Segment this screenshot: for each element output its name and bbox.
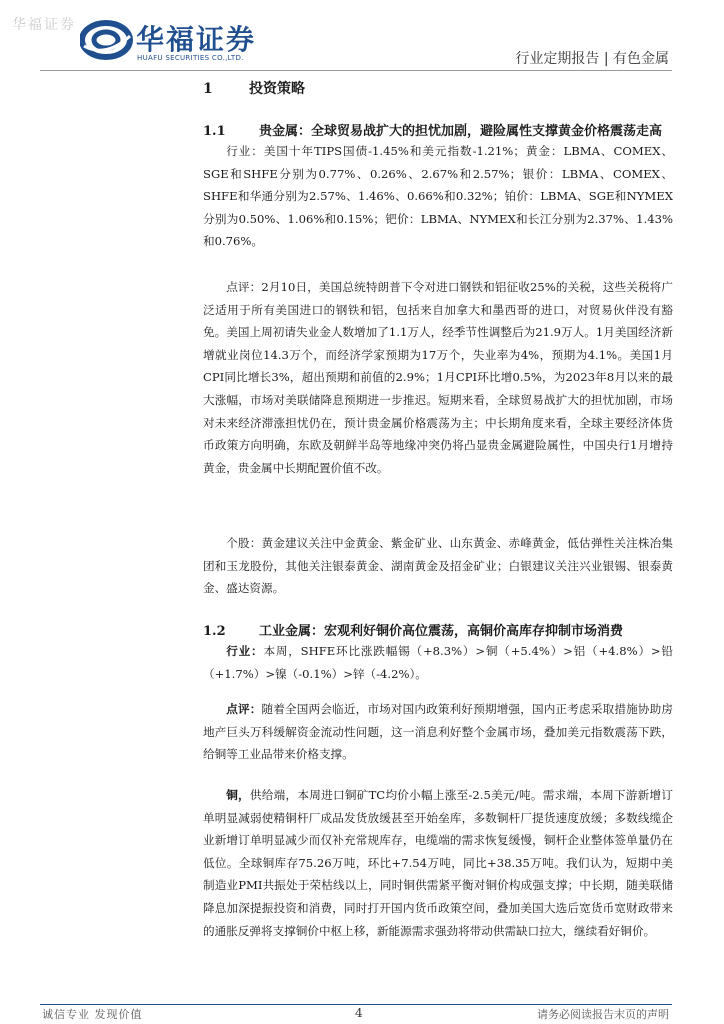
page-number: 4: [355, 1006, 363, 1020]
section-1-1-title: 贵金属：全球贸易战扩大的担忧加剧，避险属性支撑黄金价格震荡走高: [259, 124, 663, 139]
company-logo: [80, 16, 280, 66]
section-1-2-title: 工业金属：宏观利好铜价高位震荡，高铜价高库存抑制市场消费: [259, 624, 624, 639]
section-1-2-paragraph-comment: [203, 698, 673, 766]
section-1-2-comment-lead: 点评：: [226, 702, 262, 716]
logo-swirl-icon: [80, 16, 134, 66]
watermark-text: 华福证券: [12, 17, 76, 33]
section-1-2-paragraph-copper: [203, 784, 673, 942]
header-divider: [40, 70, 672, 71]
section-1-2-copper-text: 供给端，本周进口铜矿TC均价小幅上涨至-2.5美元/吨。需求端，本周下游新增订单明显减弱使精铜杆厂成品发货放缓甚至开始垒库，多数铜杆厂提货速度放缓；多数线缆企业新增订单明显减少而仅补充常规库存，电缆端的需求恢复缓慢，铜杆企业整体签单量仍在低位。全球铜库存75.26万吨，环比+7.54万吨，同比+38.35万吨。我们认为，短期中美制造业PMI共振处于荣枯线以上，同时铜供需紧平衡对铜价构成强支撑；中长期，随美联储降息加深提振投资和消费，同时打开国内货币政策空间，叠加美国大选后宽货币宽财政带来的通胀反弹将支撑铜价中枢上移，新能源需求强劲将带动供需缺口拉大，继续看好铜价。: [203, 788, 673, 938]
section-1-2-number: 1.2: [203, 624, 226, 639]
footer-divider: [40, 1004, 672, 1005]
section-1-1-paragraph-comment: 点评：2月10日，美国总统特朗普下令对进口钢铁和铝征收25%的关税，这些关税将广泛适用于所有美国进口的钢铁和铝，包括来自加拿大和墨西哥的进口，对贸易伙伴没有豁免。美国上周初请失业金人数增加了1.1万人，经季节性调整后为21.9万人。1月美国经济新增就业岗位14.3万个，而经济学家预期为17万个，失业率为4%，预期为4.1%。美国1月CPI同比增长3%，超出预期和前值的2.9%；1月CPI环比增0.5%，为2023年8月以来的最大涨幅，市场对美联储降息预期进一步推迟。短期来看，全球贸易战扩大的担忧加剧，市场对未来经济滞涨担忧仍在，预计贵金属价格震荡为主；中长期角度来看，全球主要经济体货币政策方向明确，东欧及朝鲜半岛等地缘冲突仍将凸显贵金属避险属性，中国央行1月增持黄金，贵金属中长期配置价值不改。: [203, 280, 673, 475]
section-1-2-paragraph-industry: [203, 640, 673, 685]
section-1-1-number: 1.1: [203, 124, 226, 139]
footer-slogan: 诚信专业 发现价值: [42, 1008, 143, 1021]
logo-name-cn: 华福证券: [136, 23, 257, 56]
section-1-2-heading: [203, 620, 673, 639]
section-1-1-heading: [203, 120, 673, 139]
section-1-heading: [203, 78, 673, 98]
section-1-1-paragraph-industry: 行业：美国十年TIPS国债-1.45%和美元指数-1.21%；黄金：LBMA、COMEX、SGE和SHFE分别为0.77%、0.26%、2.67%和2.57%；银价：LBMA、COMEX、SHFE和华通分别为2.57%、1.46%、0.66%和0.32%；铂价：LBMA、SGE和NYMEX分别为0.50%、1.06%和0.15%；钯价：LBMA、NYMEX和长江分别为2.37%、1.43%和0.76%。: [203, 144, 673, 249]
section-1-number: 1: [203, 81, 213, 97]
section-1-2-industry-text: 本周，SHFE环比涨跌幅锡（+8.3%）>铜（+5.4%）>铝（+4.8%）>铅（+1.7%）>镍（-0.1%）>锌（-4.2%）。: [203, 644, 673, 681]
section-1-2-copper-lead: 铜，: [226, 788, 250, 802]
section-1-1-paragraph-stocks: 个股：黄金建议关注中金黄金、紫金矿业、山东黄金、赤峰黄金，低估弹性关注株冶集团和玉龙股份，其他关注银泰黄金、湖南黄金及招金矿业；白银建议关注兴业银锡、银泰黄金、盛达资源。: [203, 536, 673, 596]
section-1-2-industry-lead: 行业：: [226, 644, 264, 658]
logo-name-en: HUAFU SECURITIES CO.,LTD.: [137, 54, 244, 62]
section-1-title: 投资策略: [249, 81, 305, 97]
footer-disclaimer: 请务必阅读报告末页的声明: [537, 1008, 669, 1021]
section-1-2-comment-text: 随着全国两会临近，市场对国内政策利好预期增强，国内正考虑采取措施协助房地产巨头万科缓解资金流动性问题，这一消息利好整个金属市场，叠加美元指数震荡下跌，给铜等工业品带来价格支撑。: [203, 702, 673, 762]
report-type: 行业定期报告 | 有色金属: [515, 51, 669, 67]
